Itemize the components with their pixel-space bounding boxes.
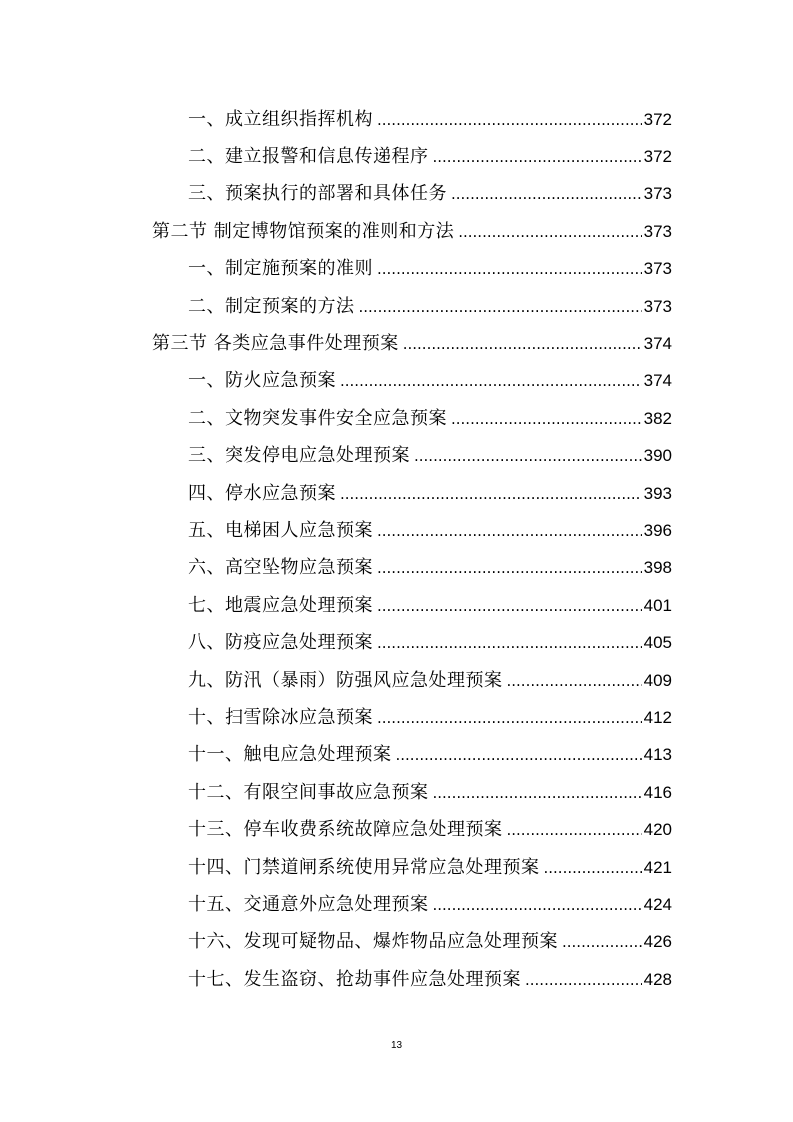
toc-entry-line xyxy=(188,175,672,213)
toc-entry-line xyxy=(188,101,672,139)
toc-entry[interactable] xyxy=(0,662,793,699)
toc-entry-line xyxy=(188,437,672,475)
toc-dot-leader xyxy=(458,214,641,251)
toc-entry[interactable] xyxy=(0,176,793,213)
table-of-contents xyxy=(0,101,793,998)
toc-entry-page: 374 xyxy=(643,334,672,354)
toc-entry-page: 373 xyxy=(643,296,672,316)
toc-dot-leader xyxy=(544,850,642,887)
toc-dot-leader xyxy=(377,700,642,737)
toc-entry-page: 424 xyxy=(643,894,672,914)
toc-entry-title: 二、建立报警和信息传递程序 xyxy=(188,146,429,168)
toc-entry-title: 十二、有限空间事故应急预案 xyxy=(188,781,429,803)
toc-dot-leader xyxy=(451,401,642,438)
toc-entry-title: 二、文物突发事件安全应急预案 xyxy=(188,407,447,429)
toc-dot-leader xyxy=(433,139,642,176)
toc-entry-page: 373 xyxy=(643,221,672,241)
toc-entry-title: 第三节 各类应急事件处理预案 xyxy=(152,333,399,355)
toc-dot-leader xyxy=(433,887,642,924)
toc-entry-page: 382 xyxy=(643,408,672,428)
toc-entry-line xyxy=(188,774,672,812)
toc-entry[interactable] xyxy=(0,550,793,587)
toc-dot-leader xyxy=(377,625,642,662)
toc-entry-page: 413 xyxy=(643,745,672,765)
toc-entry[interactable] xyxy=(0,737,793,774)
toc-dot-leader xyxy=(377,588,642,625)
toc-entry-line xyxy=(188,288,672,326)
toc-entry-line xyxy=(152,325,672,363)
toc-entry-line xyxy=(188,961,672,999)
toc-dot-leader xyxy=(433,775,642,812)
toc-entry-title: 九、防汛（暴雨）防强风应急处理预案 xyxy=(188,669,503,691)
toc-entry[interactable] xyxy=(0,400,793,437)
toc-entry-title: 八、防疫应急处理预案 xyxy=(188,632,373,654)
toc-entry-title: 一、成立组织指挥机构 xyxy=(188,108,373,130)
toc-entry[interactable] xyxy=(0,475,793,512)
toc-entry[interactable] xyxy=(0,624,793,661)
toc-entry[interactable] xyxy=(0,961,793,998)
toc-entry[interactable] xyxy=(0,811,793,848)
toc-entry[interactable] xyxy=(0,363,793,400)
toc-entry-line xyxy=(188,886,672,924)
toc-entry-title: 十三、停车收费系统故障应急处理预案 xyxy=(188,819,503,841)
toc-entry-page: 421 xyxy=(643,857,672,877)
toc-entry[interactable] xyxy=(0,213,793,250)
toc-entry-title: 四、停水应急预案 xyxy=(188,482,336,504)
toc-entry-line xyxy=(188,699,672,737)
toc-entry-page: 412 xyxy=(643,707,672,727)
toc-dot-leader xyxy=(377,550,642,587)
toc-entry-line xyxy=(188,587,672,625)
toc-entry-page: 409 xyxy=(643,670,672,690)
toc-entry-page: 405 xyxy=(643,633,672,653)
toc-dot-leader xyxy=(562,924,642,961)
toc-entry-line xyxy=(188,362,672,400)
toc-entry-title: 第二节 制定博物馆预案的准则和方法 xyxy=(152,220,455,242)
toc-dot-leader xyxy=(507,663,642,700)
toc-entry[interactable] xyxy=(0,138,793,175)
toc-entry-line xyxy=(188,138,672,176)
toc-entry[interactable] xyxy=(0,101,793,138)
toc-entry[interactable] xyxy=(0,886,793,923)
toc-dot-leader xyxy=(396,737,642,774)
toc-entry-page: 373 xyxy=(643,184,672,204)
toc-entry-title: 一、制定施预案的准则 xyxy=(188,258,373,280)
toc-entry-page: 374 xyxy=(643,371,672,391)
toc-entry-line xyxy=(188,400,672,438)
toc-entry-page: 426 xyxy=(643,932,672,952)
toc-entry-title: 三、预案执行的部署和具体任务 xyxy=(188,183,447,205)
toc-entry[interactable] xyxy=(0,699,793,736)
toc-entry-page: 420 xyxy=(643,820,672,840)
toc-entry-line xyxy=(188,624,672,662)
toc-entry-title: 三、突发停电应急处理预案 xyxy=(188,445,410,467)
toc-dot-leader xyxy=(377,251,642,288)
toc-dot-leader xyxy=(507,812,642,849)
toc-dot-leader xyxy=(377,102,642,139)
toc-dot-leader xyxy=(340,363,642,400)
toc-dot-leader xyxy=(414,438,642,475)
toc-entry-title: 二、制定预案的方法 xyxy=(188,295,355,317)
toc-entry[interactable] xyxy=(0,924,793,961)
toc-entry[interactable] xyxy=(0,587,793,624)
page-number: 13 xyxy=(390,1040,403,1051)
toc-dot-leader xyxy=(359,289,642,326)
toc-entry-title: 十四、门禁道闸系统使用异常应急处理预案 xyxy=(188,856,540,878)
toc-entry-page: 390 xyxy=(643,446,672,466)
toc-entry-title: 七、地震应急处理预案 xyxy=(188,594,373,616)
toc-entry-line xyxy=(188,549,672,587)
toc-entry-page: 428 xyxy=(643,969,672,989)
toc-entry-page: 401 xyxy=(643,595,672,615)
toc-dot-leader xyxy=(403,326,642,363)
toc-dot-leader xyxy=(525,962,642,999)
toc-entry-line xyxy=(188,923,672,961)
toc-dot-leader xyxy=(340,476,642,513)
toc-entry-title: 十七、发生盗窃、抢劫事件应急处理预案 xyxy=(188,968,521,990)
toc-dot-leader xyxy=(377,513,642,550)
toc-entry-title: 五、电梯困人应急预案 xyxy=(188,519,373,541)
toc-entry-line xyxy=(188,250,672,288)
toc-entry-page: 396 xyxy=(643,520,672,540)
toc-entry-title: 一、防火应急预案 xyxy=(188,370,336,392)
toc-entry-page: 398 xyxy=(643,558,672,578)
toc-entry-title: 十一、触电应急处理预案 xyxy=(188,744,392,766)
toc-entry[interactable] xyxy=(0,251,793,288)
toc-entry[interactable] xyxy=(0,325,793,362)
toc-entry[interactable] xyxy=(0,512,793,549)
toc-entry-line xyxy=(188,662,672,700)
toc-entry-line xyxy=(188,736,672,774)
toc-entry[interactable] xyxy=(0,849,793,886)
toc-entry-title: 六、高空坠物应急预案 xyxy=(188,557,373,579)
toc-entry-page: 372 xyxy=(643,109,672,129)
toc-entry-title: 十、扫雪除冰应急预案 xyxy=(188,706,373,728)
toc-entry-line xyxy=(188,849,672,887)
toc-entry-page: 393 xyxy=(643,483,672,503)
toc-entry[interactable] xyxy=(0,774,793,811)
toc-entry[interactable] xyxy=(0,288,793,325)
toc-entry-line xyxy=(188,475,672,513)
toc-entry-line xyxy=(188,512,672,550)
toc-entry-page: 372 xyxy=(643,147,672,167)
toc-entry-page: 373 xyxy=(643,259,672,279)
toc-entry-title: 十六、发现可疑物品、爆炸物品应急处理预案 xyxy=(188,931,558,953)
toc-entry[interactable] xyxy=(0,438,793,475)
toc-entry-line xyxy=(152,213,672,251)
toc-entry-page: 416 xyxy=(643,782,672,802)
toc-dot-leader xyxy=(451,176,642,213)
toc-entry-title: 十五、交通意外应急处理预案 xyxy=(188,893,429,915)
toc-entry-line xyxy=(188,811,672,849)
